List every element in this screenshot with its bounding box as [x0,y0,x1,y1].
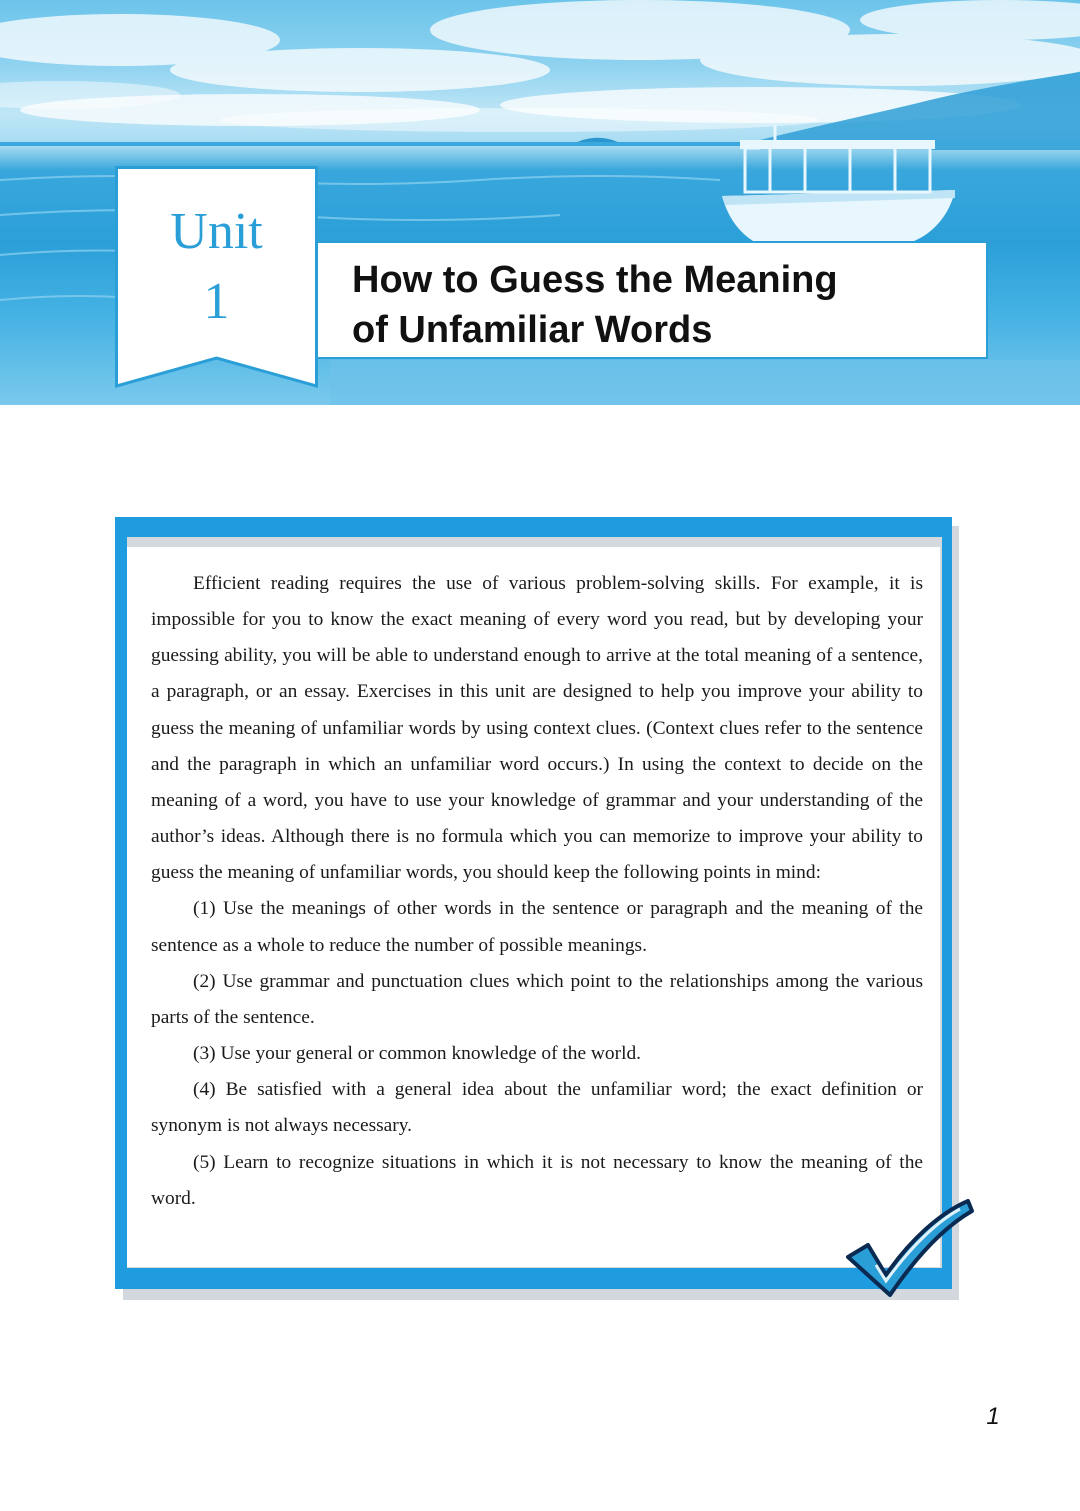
point-2: (2) Use grammar and punctuation clues which point to the relationships among the various parts of the sentence. [151,970,923,1028]
boat [722,125,955,245]
point-5: (5) Learn to recognize situations in which it is not necessary to know the meaning of the word. [151,1151,923,1209]
point-4: (4) Be satisfied with a general idea about the unfamiliar word; the exact definition or synonym is not always necessary. [151,1079,923,1137]
unit-label: Unit [170,203,263,260]
point-1: (1) Use the meanings of other words in the sentence or paragraph and the meaning of the sentence as a whole to reduce the number of possible meanings. [151,898,923,956]
header-banner-photo [0,0,1080,405]
title-line-1: How to Guess the Meaning [352,259,838,301]
page-title [352,255,982,355]
title-line-2: of Unfamiliar Words [352,309,713,351]
point-3: (3) Use your general or common knowledge of the world. [193,1043,642,1065]
unit-ribbon [115,166,318,388]
intro-paragraph: Efficient reading requires the use of various problem-solving skills. For example, it is impossible for you to know the exact meaning of every word you read, but by developing your guessing ability, you will be able to understand enough to arrive at the total meaning of a sentence, a paragraph, or an essay. Exercises in this unit are designed to help you improve your ability to guess the meaning of unfamiliar words by using context clues. (Context clues refer to the sentence and the paragraph in which an unfamiliar word occurs.) In using the context to decide on the meaning of a word, you have to use your knowledge of grammar and your understanding of the author’s ideas. Although there is no formula which you can memorize to improve your ability to guess the meaning of unfamiliar words, you should keep the following points in mind: [151,573,923,884]
page-number: 1 [986,1403,1000,1430]
unit-number: 1 [203,273,230,330]
checkmark-icon [840,1195,975,1300]
body-text [151,566,923,1217]
title-box [316,241,988,359]
